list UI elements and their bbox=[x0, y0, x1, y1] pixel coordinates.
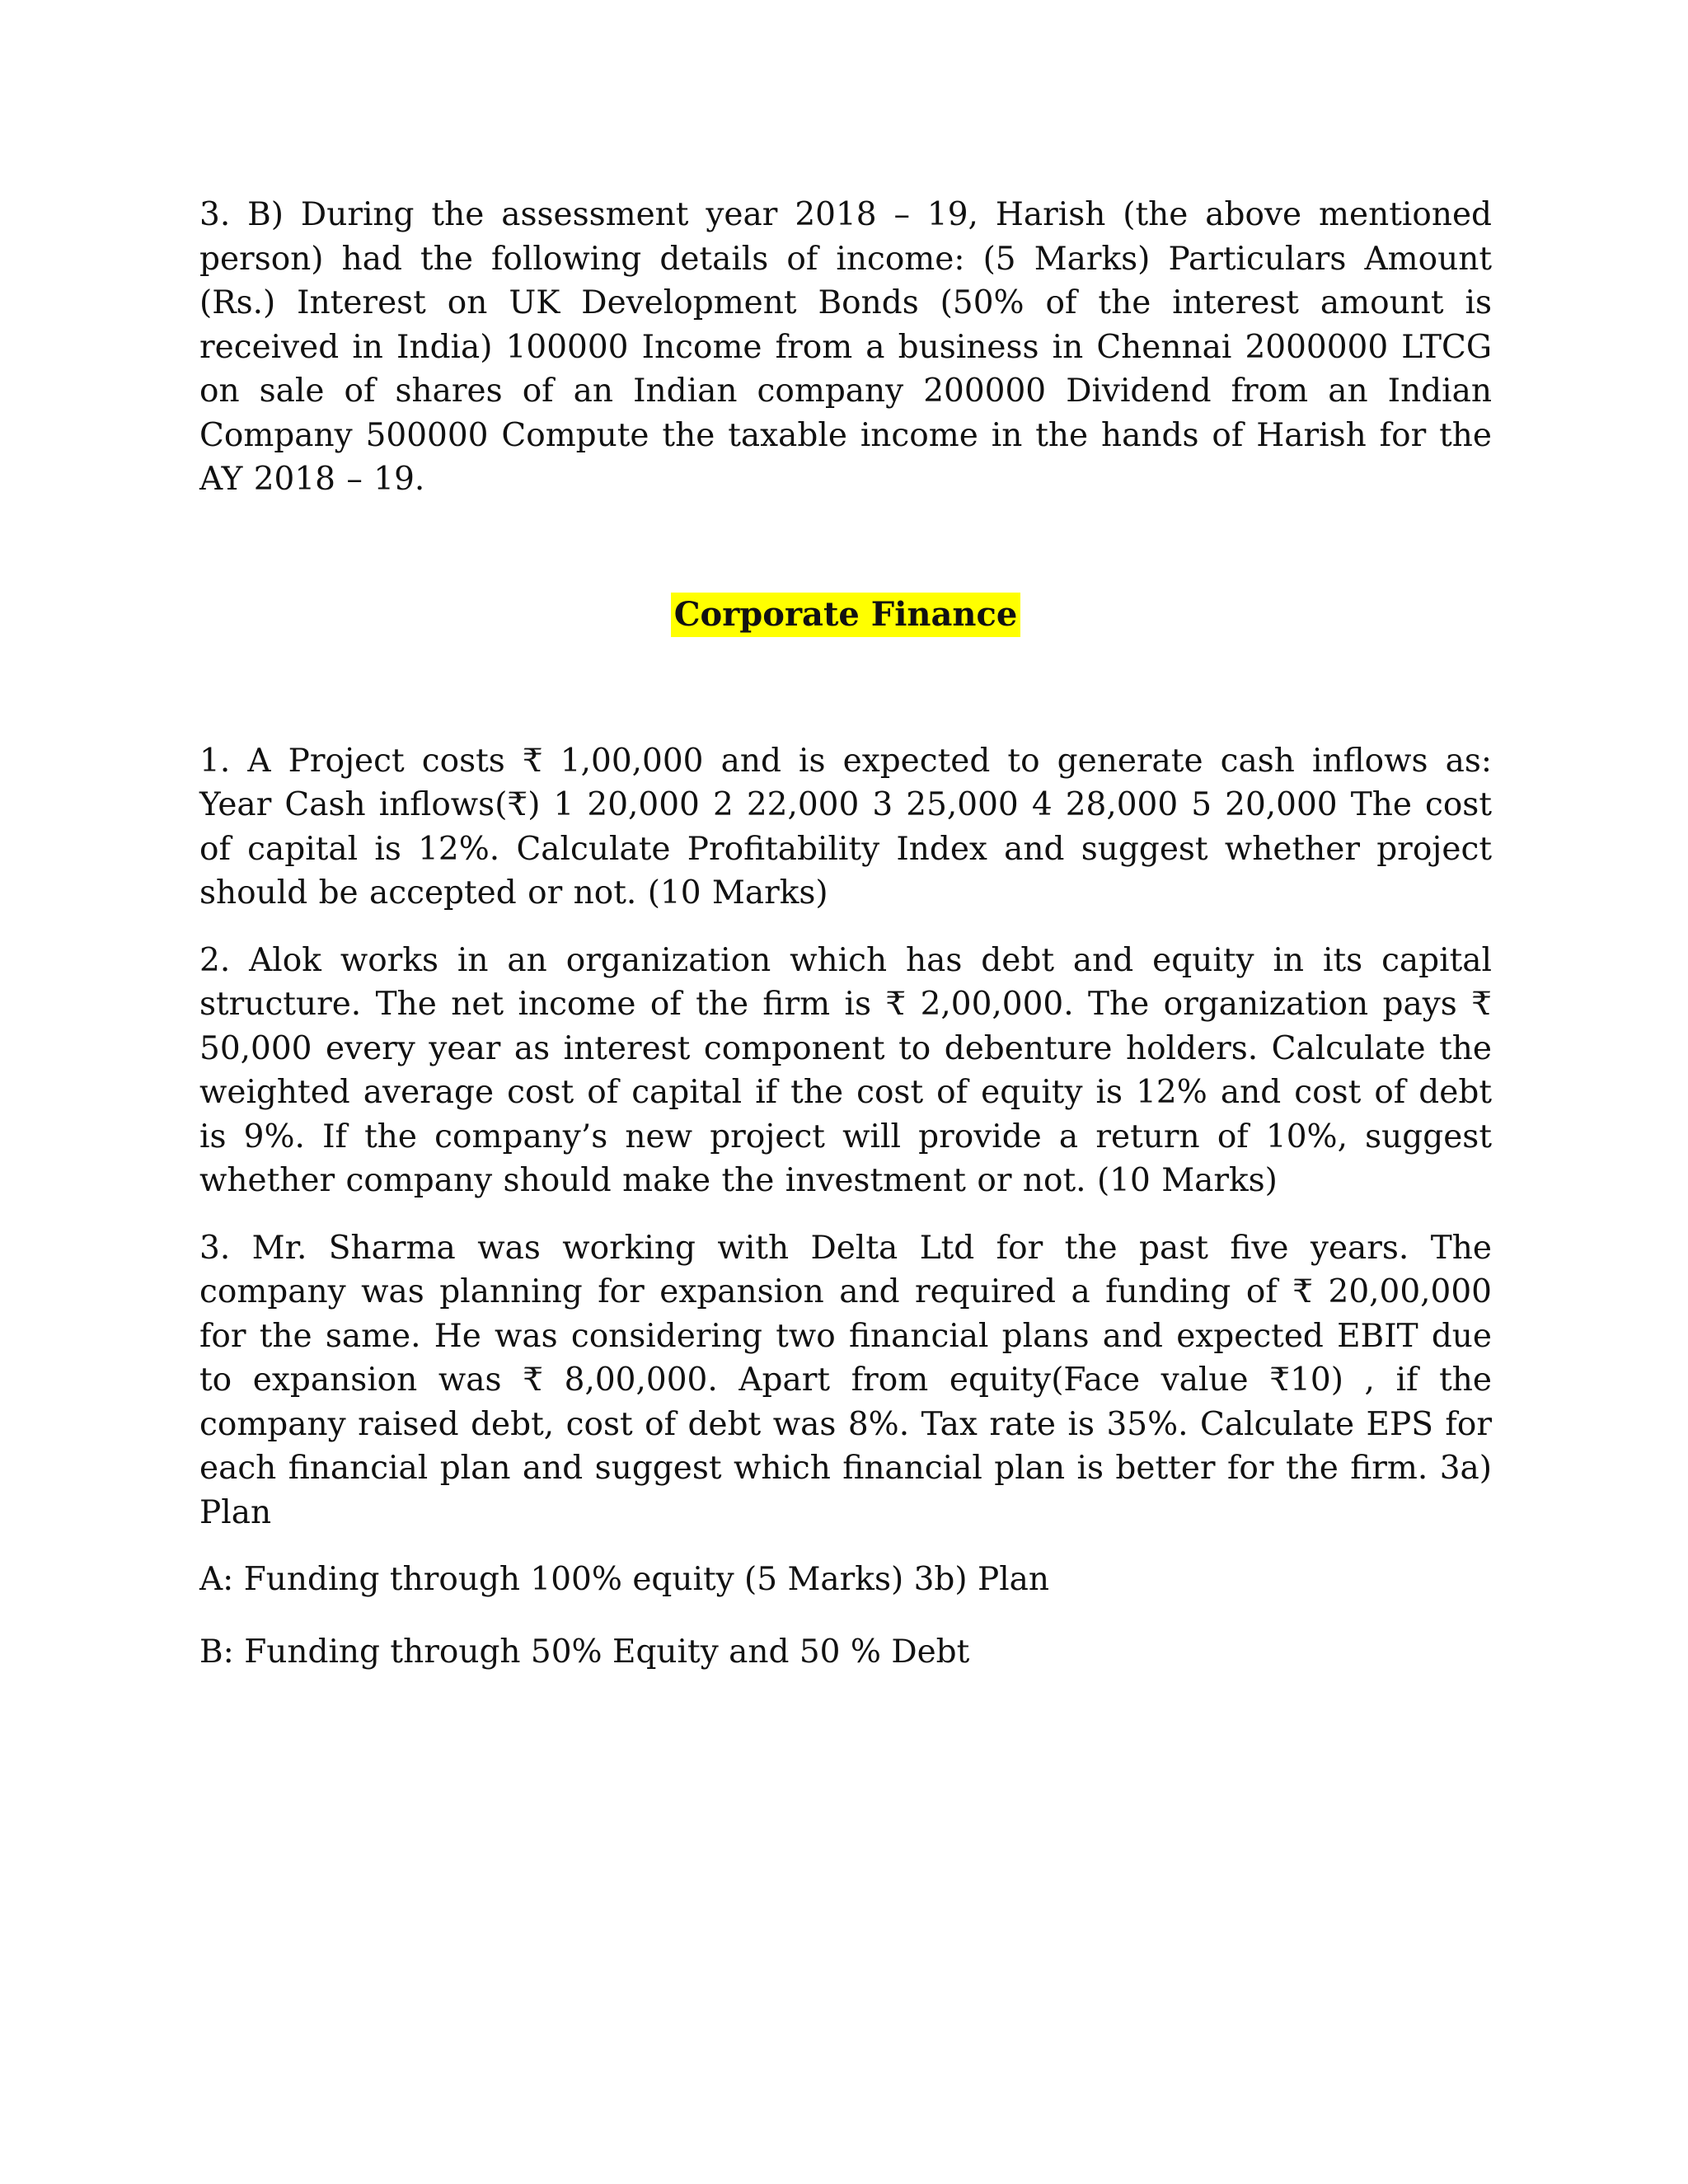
document-body bbox=[199, 193, 1492, 1702]
plan-b-line: B: Funding through 50% Equity and 50 % Debt bbox=[199, 1633, 970, 1671]
question-3: 3. Mr. Sharma was working with Delta Ltd for the past five years. The company was planning for expansion and required a funding of ₹ 20,00,000 for the same. He was considering two financial plans and expected EBIT due to expansion was ₹ 8,00,000. Apart from equity(Face value ₹10) , if the company raised debt, cost of debt was 8%. Tax rate is 35%. Calculate EPS for each financial plan and suggest which financial plan is better for the firm. 3a) Plan bbox=[199, 1229, 1492, 1531]
section-heading-wrap bbox=[199, 593, 1492, 640]
plan-a-line: A: Funding through 100% equity (5 Marks) 3b) Plan bbox=[199, 1561, 1050, 1598]
question-1: 1. A Project costs ₹ 1,00,000 and is expected to generate cash inflows as: Year Cash inflows(₹) 1 20,000 2 22,000 3 25,000 4 28,000 5 20,000 The cost of capital is 12%. Calculate Profitability Index and suggest whether project should be accepted or not. (10 Marks) bbox=[199, 742, 1492, 912]
question-2: 2. Alok works in an organization which has debt and equity in its capital structure. The net income of the firm is ₹ 2,00,000. The organization pays ₹ 50,000 every year as interest component to debenture holders. Calculate the weighted average cost of capital if the cost of equity is 12% and cost of debt is 9%. If the company’s new project will provide a return of 10%, suggest whether company should make the investment or not. (10 Marks) bbox=[199, 941, 1492, 1199]
tax-question-3b: 3. B) During the assessment year 2018 – 19, Harish (the above mentioned person) had the following details of income: (5 Marks) Particulars Amount (Rs.) Interest on UK Development Bonds (50% of the interest amount is received in India) 100000 Income from a business in Chennai 2000000 LTCG on sale of shares of an Indian company 200000 Dividend from an Indian Company 500000 Compute the taxable income in the hands of Harish for the AY 2018 – 19. bbox=[199, 196, 1492, 498]
section-heading: Corporate Finance bbox=[671, 593, 1021, 637]
